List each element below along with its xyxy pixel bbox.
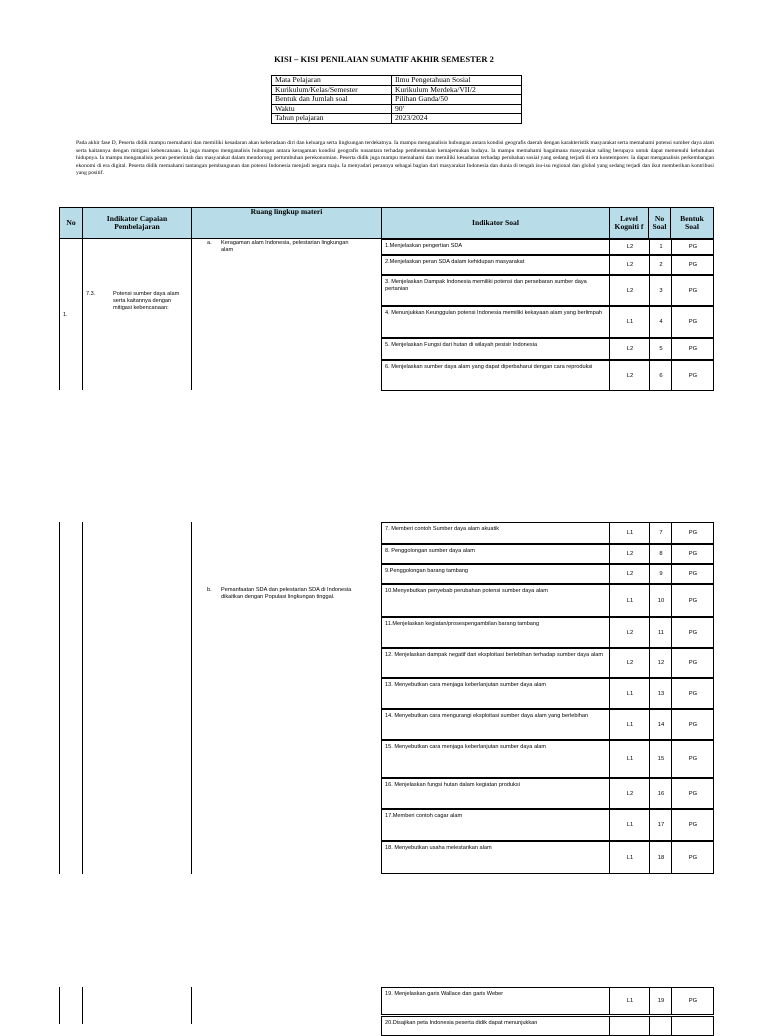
level-cell: L2 (609, 240, 650, 254)
header-no: No (59, 207, 83, 239)
form-cell: PG (671, 810, 714, 840)
level-cell: L1 (609, 679, 650, 708)
level-cell: L1 (609, 741, 650, 777)
level-cell: L2 (609, 618, 650, 647)
form-cell (671, 1017, 714, 1035)
indicator-text: 18. Menyebutkan usaha melestarikan alam (385, 845, 492, 851)
question-number-cell (649, 1017, 672, 1035)
question-number-cell: 8 (649, 545, 672, 563)
section2-line-no (82, 522, 83, 874)
form-cell: PG (671, 545, 714, 563)
table-row (381, 255, 714, 275)
form-cell: PG (671, 842, 714, 873)
question-number-cell: 12 (649, 649, 672, 677)
indicator-text: 5. Menjelaskan Fungsi dari hutan di wilayah pesisir Indonesia (385, 342, 538, 348)
level-cell: L2 (609, 339, 650, 359)
form-cell: PG (671, 240, 714, 254)
level-cell: L1 (609, 810, 650, 840)
form-cell: PG (671, 256, 714, 274)
level-cell: L2 (609, 361, 650, 390)
question-number-cell: 17 (649, 810, 672, 840)
level-cell: L2 (609, 545, 650, 563)
form-cell: PG (671, 339, 714, 359)
question-number-cell: 14 (649, 710, 672, 739)
question-number-cell: 5 (649, 339, 672, 359)
question-number-cell: 9 (649, 565, 672, 583)
table-row (381, 841, 714, 874)
indicator-text: 16. Menjelaskan fungsi hutan dalam kegiatan produksi (385, 782, 520, 788)
form-cell: PG (671, 585, 714, 616)
indicator-text: 12. Menjelaskan dampak negatif dari eksploitasi berlebihan terhadap sumber daya alam (385, 652, 603, 658)
meta-value: Kurikulum Merdeka/VII/2 (392, 85, 522, 95)
form-cell: PG (671, 741, 714, 777)
question-number-cell: 15 (649, 741, 672, 777)
table-row (381, 239, 714, 255)
meta-label: Kurikulum/Kelas/Semester (272, 85, 392, 95)
indicator-text: 2.Menjelaskan peran SDA dalam kehidupan masyarakat (385, 259, 525, 265)
table-row (381, 648, 714, 678)
row-number: 1. (63, 312, 68, 318)
table-row (381, 678, 714, 709)
indicator-text: 1.Menjelaskan pengertian SDA (385, 243, 463, 249)
indicator-text: 6. Menjelaskan sumber daya alam yang dapat diperbaharui dengan cara reproduksi (385, 364, 593, 370)
meta-label: Mata Pelajaran (272, 76, 392, 86)
form-cell: PG (671, 988, 714, 1014)
form-cell: PG (671, 710, 714, 739)
form-cell: PG (671, 565, 714, 583)
level-cell: L2 (609, 649, 650, 677)
header-indikator-soal: Indikator Soal (381, 207, 610, 239)
meta-row (272, 76, 522, 86)
form-cell: PG (671, 779, 714, 808)
question-number-cell: 2 (649, 256, 672, 274)
indicator-text: 17.Memberi contoh cagar alam (385, 813, 463, 819)
level-cell: L2 (609, 779, 650, 808)
level-cell: L1 (609, 307, 650, 337)
section1-line-left (59, 238, 60, 390)
ruang-b-marker: b. (207, 587, 212, 593)
header-level: Level Kogniti f (609, 207, 649, 239)
meta-value: 2023/2024 (392, 114, 522, 124)
table-row (381, 778, 714, 809)
header-capaian: Indikator Capaian Pembelajaran (82, 207, 192, 239)
table-row (381, 544, 714, 564)
indicator-text: 11.Menjelaskan kegiatan/prosespengambilan barang tambang (385, 621, 540, 627)
section3-line-left (59, 987, 60, 1024)
form-cell: PG (671, 307, 714, 337)
question-number-cell: 16 (649, 779, 672, 808)
indicator-text: 10.Menyebutkan penyebab perubahan potensi sumber daya alam (385, 588, 548, 594)
table-row (381, 617, 714, 648)
section3-line-capaian (191, 987, 192, 1024)
form-cell: PG (671, 618, 714, 647)
section2-line-left (59, 522, 60, 874)
level-cell: L1 (609, 523, 650, 543)
ruang-b-text: Pemanfaatan SDA dan pelestarian SDA di Indonesia dikaitkan dengan Populasi lingkungan tinggal. (221, 587, 352, 601)
table-row (381, 275, 714, 306)
question-number-cell: 19 (649, 988, 672, 1014)
question-number-cell: 3 (649, 276, 672, 305)
indicator-text: 15. Menyebutkan cara menjaga keberlanjutan sumber daya alam (385, 744, 547, 750)
table-row (381, 740, 714, 778)
question-number-cell: 18 (649, 842, 672, 873)
level-cell: L2 (609, 256, 650, 274)
table-row (381, 709, 714, 740)
capaian-code: 7.3. (86, 291, 96, 297)
table-row (381, 1016, 714, 1036)
level-cell: L1 (609, 988, 650, 1014)
level-cell: L1 (609, 585, 650, 616)
table-row (381, 306, 714, 338)
indicator-text: 20.Disajikan peta Indonesia peserta didik dapat menunjukkan (385, 1020, 538, 1026)
table-row (381, 564, 714, 584)
section1-line-no (82, 238, 83, 390)
meta-table (271, 75, 522, 124)
form-cell: PG (671, 649, 714, 677)
question-number-cell: 4 (649, 307, 672, 337)
indicator-text: 14. Menyebutkan cara mengurangi eksploitasi sumber daya alam yang berlebihan (385, 713, 589, 719)
level-cell: L1 (609, 710, 650, 739)
header-no-soal: No Soal (648, 207, 671, 239)
indicator-text: 13. Menyebutkan cara menjaga keberlanjutan sumber daya alam (385, 682, 547, 688)
indicator-text: 3. Menjelaskan Dampak Indonesia memiliki potensi dan persebaran sumber daya pertanian (385, 279, 587, 293)
table-row (381, 360, 714, 391)
level-cell: L2 (609, 276, 650, 305)
meta-row (272, 95, 522, 105)
question-number-cell: 7 (649, 523, 672, 543)
question-number-cell: 11 (649, 618, 672, 647)
table-row (381, 584, 714, 617)
level-cell (609, 1017, 650, 1035)
meta-value: Pilihan Ganda/50 (392, 95, 522, 105)
ruang-a-text: Keragaman alam Indonesia, pelestarian lingkungan alam (221, 240, 349, 254)
header-bentuk-soal: Bentuk Soal (670, 207, 714, 239)
section1-line-capaian (191, 238, 192, 390)
meta-value: Ilmu Pengetahuan Sosial (392, 76, 522, 86)
form-cell: PG (671, 679, 714, 708)
document-title: KISI – KISI PENILAIAN SUMATIF AKHIR SEMESTER 2 (274, 54, 494, 64)
table-row (381, 522, 714, 544)
meta-label: Bentuk dan Jumlah soal (272, 95, 392, 105)
section2-line-capaian (191, 522, 192, 874)
table-row (381, 809, 714, 841)
form-cell: PG (671, 276, 714, 305)
meta-row (272, 114, 522, 124)
indicator-text: 19. Menjelaskan garis Wallace dan garis Weber (385, 991, 504, 997)
meta-value: 90' (392, 104, 522, 114)
header-ruang-lingkup-label: Ruang lingkup materi (250, 207, 323, 216)
header-ruang-lingkup (191, 207, 382, 239)
table-row (381, 338, 714, 360)
table-row (381, 987, 714, 1015)
level-cell: L2 (609, 565, 650, 583)
ruang-a-marker: a. (207, 240, 212, 246)
question-number-cell: 1 (649, 240, 672, 254)
question-number-cell: 6 (649, 361, 672, 390)
intro-paragraph: Pada akhir fase D, Peserta didik mampu memahami dan memiliki kesadaran akan keberadaan diri dan keluarga serta lingkungan terdekatnya. Ia mampu menganalisis hubungan antara kondisi geografis daerah dengan karakteristik masyarakat serta memahami potensi sumber daya alam serta kaitannya dengan mitigasi kebencanaan. Ia juga mampu menganalisis hubungan antara keragaman kondisi geografis nusantara terhadap pembentukan kemajemukan budaya. Ia mampu memahami bagaimana masyarakat saling berupaya untuk dapat memenuhi kebutuhan hidupnya. Ia mampu menganalisis peran pemerintah dan masyarakat dalam mendorong pertumbuhan perekonomian. Peserta didik juga mampu memahami dan memiliki kesadaran terhadap perubahan sosial yang sedang terjadi di era kontemporer. Ia dapat menganalisis perkembangan ekonomi di era digital. Peserta didik memahami tantangan pembangunan dan potensi Indonesia menjadi negara maju. Ia menyadari perannya sebagai bagian dari masyarakat Indonesia dan dunia di tengah isu-isu regional dan global yang sedang terjadi dan ikut memberikan kontribusi yang positif. (76, 140, 714, 176)
indicator-text: 4. Menunjukkan Keunggulan potensi Indonesia memiliki kekayaan alam yang berlimpah (385, 310, 603, 316)
section3-line-no (82, 987, 83, 1024)
form-cell: PG (671, 361, 714, 390)
level-cell: L1 (609, 842, 650, 873)
capaian-text: Potensi sumber daya alam serta kaitannya dengan mitigasi kebencanaan: (113, 291, 180, 312)
form-cell: PG (671, 523, 714, 543)
question-number-cell: 13 (649, 679, 672, 708)
meta-label: Waktu (272, 104, 392, 114)
meta-label: Tahun pelajaran (272, 114, 392, 124)
indicator-text: 9.Penggolongan barang tambang (385, 568, 469, 574)
question-number-cell: 10 (649, 585, 672, 616)
indicator-text: 7. Memberi contoh Sumber daya alam akuatik (385, 526, 500, 532)
indicator-text: 8. Penggolongan sumber daya alam (385, 548, 475, 554)
